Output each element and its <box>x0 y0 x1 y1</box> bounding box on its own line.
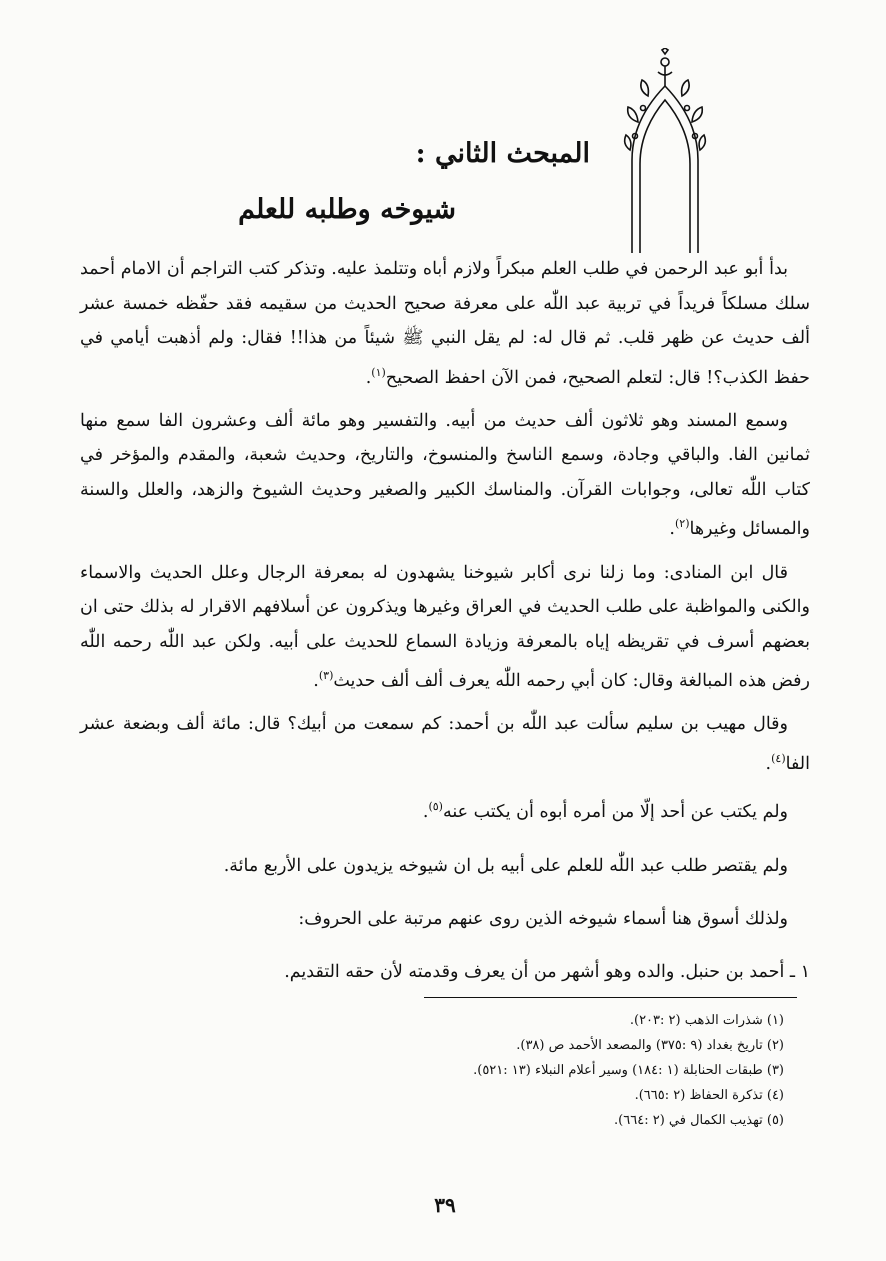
footnotes-list <box>364 1008 784 1133</box>
footnote: (٣) طبقات الحنابلة (١ :١٨٤) وسير أعلام النبلاء (١٣ :٥٢١). <box>473 1063 784 1078</box>
paragraph: قال ابن المنادى: وما زلنا نرى أكابر شيوخنا يشهدون له بمعرفة الرجال وعلل الحديث والاسماء والكنى والمواظبة على طلب الحديث في العراق وغيرها ويذكرون عن أسلافهم الاقرار له بذلك حتى ان بعضهم أسرف في تقريظه إياه بالمعرفة وزيادة السماع للحديث على أبيه. ولكن عبد اللّٰه رحمه اللّٰه رفض هذه المبالغة وقال: كان أبي رحمه اللّٰه يعرف ألف ألف حديث$^{(٣)}$. <box>80 562 810 691</box>
footnote-ref: (٤) <box>771 751 786 765</box>
list-item: ١ ـ أحمد بن حنبل. والده وهو أشهر من أن يعرف وقدمته لأن حقه التقديم. <box>284 962 810 983</box>
footnote-ref: (٣) <box>318 669 334 683</box>
arabesque-arch-ornament-icon <box>618 48 713 253</box>
paragraph: بدأ أبو عبد الرحمن في طلب العلم مبكراً ولازم أباه وتتلمذ عليه. وتذكر كتب التراجم أن الامام أحمد سلك مسلكاً فريداً في تربية عبد اللّٰه على معرفة صحيح الحديث من سقيمه فقد حفّظه خمسة عشر ألف حديث عن ظهر قلب. ثم قال له: لم يقل النبي ﷺ شيئاً من هذا!! فقال: ولم أذهبت أيامي في حفظ الكذب؟! قال: لتعلم الصحيح، فمن الآن احفظ الصحيح$^{(١)}$. <box>80 259 810 388</box>
footnote-ref: (٢) <box>674 517 690 531</box>
body-text <box>80 252 810 1004</box>
paragraph: وقال مهيب بن سليم سألت عبد اللّٰه بن أحمد: كم سمعت من أبيك؟ قال: مائة ألف وبضعة عشر الفا$^{(٤)}$. <box>80 714 810 774</box>
paragraph: ولم يكتب عن أحد إلّا من أمره أبوه أن يكتب عنه$^{(٥)}$. <box>422 800 788 823</box>
footnote-divider <box>424 997 797 998</box>
footnote: (١) شذرات الذهب (٢ :٢٠٣). <box>629 1013 784 1028</box>
paragraph: ولم يقتصر طلب عبد اللّٰه للعلم على أبيه بل ان شيوخه يزيدون على الأربع مائة. <box>223 855 788 876</box>
paragraph: وسمع المسند وهو ثلاثون ألف حديث من أبيه. والتفسير وهو مائة ألف وعشرون الفا سمع منها ثمانين الفا. والباقي وجادة، وسمع الناسخ والمنسوخ، والتاريخ، وحديث شعبة، والمقدم والمؤخر في كتاب اللّٰه تعالى، وجوابات القرآن. والمناسك الكبير والصغير وحديث الشيوخ والزهد، والعلل والسنة والمسائل وغيرها$^{(٢)}$. <box>80 410 810 540</box>
footnote: (٥) تهذيب الكمال في (٢ :٦٦٤). <box>614 1113 784 1128</box>
section-title: شيوخه وطلبه للعلم <box>238 194 456 225</box>
chapter-title: المبحث الثاني : <box>415 138 590 169</box>
footnote-ref: (١) <box>371 365 386 379</box>
footnote: (٢) تاريخ بغداد (٩ :٣٧٥) والمصعد الأحمد ص (٣٨). <box>516 1038 784 1053</box>
footnote: (٤) تذكرة الحفاظ (٢ :٦٦٥). <box>634 1088 784 1103</box>
footnote-ref: (٥) <box>428 800 443 814</box>
paragraph: ولذلك أسوق هنا أسماء شيوخه الذين روى عنهم مرتبة على الحروف: <box>298 908 788 929</box>
page-number: ٣٩ <box>434 1193 456 1217</box>
